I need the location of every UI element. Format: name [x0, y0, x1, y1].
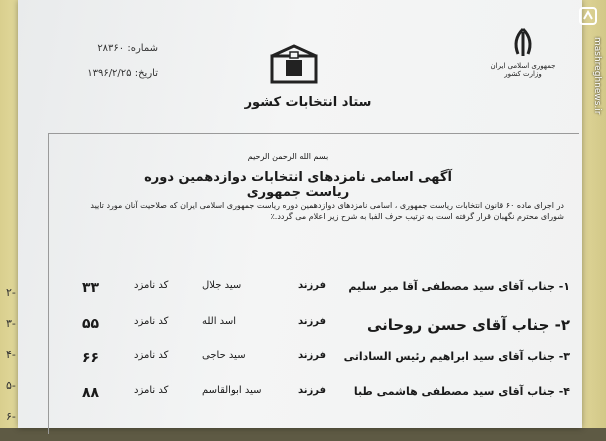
left-edge-mark: ۵- [6, 379, 16, 392]
code-label: کد نامزد [134, 385, 169, 396]
candidate-name: ۳- جناب آقای سید ابراهیم رئیس الساداتی [343, 350, 570, 363]
candidate-name: ۱- جناب آقای سید مصطفی آقا میر سلیم [348, 280, 570, 293]
relation-label: فرزند [298, 280, 327, 291]
candidate-code: ۵۵ [82, 316, 100, 332]
letter-number: شماره: ۲۸۳۶۰ [97, 43, 158, 54]
code-label: کد نامزد [134, 280, 169, 291]
candidate-name: ۴- جناب آقای سید مصطفی هاشمی طبا [353, 385, 570, 398]
announcement-sheet [18, 0, 582, 428]
code-label: کد نامزد [134, 350, 169, 361]
candidate-row [18, 350, 582, 370]
body-text: در اجرای ماده ۶۰ قانون انتخابات ریاست جمهوری ، اسامی نامزدهای دوازدهمین دوره ریاست جمهوری اسلامی ایران که صلاحیت آنان مورد تایید شورای محترم نگهبان قرار گرفته است به ترتیب حرف الفبا به شرح زیر اعلام می گردد.٪ [90, 201, 564, 221]
org-title: ستاد انتخابات کشور [244, 95, 372, 110]
code-label: کد نامزد [134, 316, 169, 327]
basmala: بسم الله الرحمن الرحیم [247, 152, 329, 161]
candidate-row [18, 385, 582, 405]
relation-label: فرزند [298, 350, 327, 361]
candidate-row [18, 280, 582, 300]
headline: آگهی اسامی نامزدهای انتخابات دوازدهمین دوره ریاست جمهوری [144, 170, 452, 200]
candidate-name: ۲- جناب آقای حسن روحانی [366, 316, 570, 334]
relation-label: فرزند [298, 385, 327, 396]
news-logo-icon [578, 6, 598, 26]
ministry-name [488, 62, 558, 78]
ministry-name-text: جمهوری اسلامی ایران وزارت کشور [490, 62, 556, 78]
candidate-code: ۳۳ [82, 280, 100, 296]
candidate-code: ۶۶ [82, 350, 100, 366]
left-edge-mark: ۲- [6, 286, 16, 299]
relation-label: فرزند [298, 316, 327, 327]
left-edge-mark: ۳- [6, 317, 16, 330]
left-edge-mark: ۶- [6, 410, 16, 423]
father-name: سید جلال [202, 280, 242, 291]
candidate-code: ۸۸ [82, 385, 100, 401]
watermark: mashreghnews.ir [592, 37, 602, 115]
letter-date: تاریخ: ۱۳۹۶/۲/۲۵ [87, 68, 158, 79]
candidate-row [18, 316, 582, 336]
father-name: سید حاجی [202, 350, 246, 361]
father-name: سید ابوالقاسم [202, 385, 262, 396]
left-edge-mark: ۴- [6, 348, 16, 361]
father-name: اسد الله [202, 316, 237, 327]
election-headquarters-logo-icon [266, 42, 322, 86]
iran-emblem-icon [506, 26, 540, 60]
